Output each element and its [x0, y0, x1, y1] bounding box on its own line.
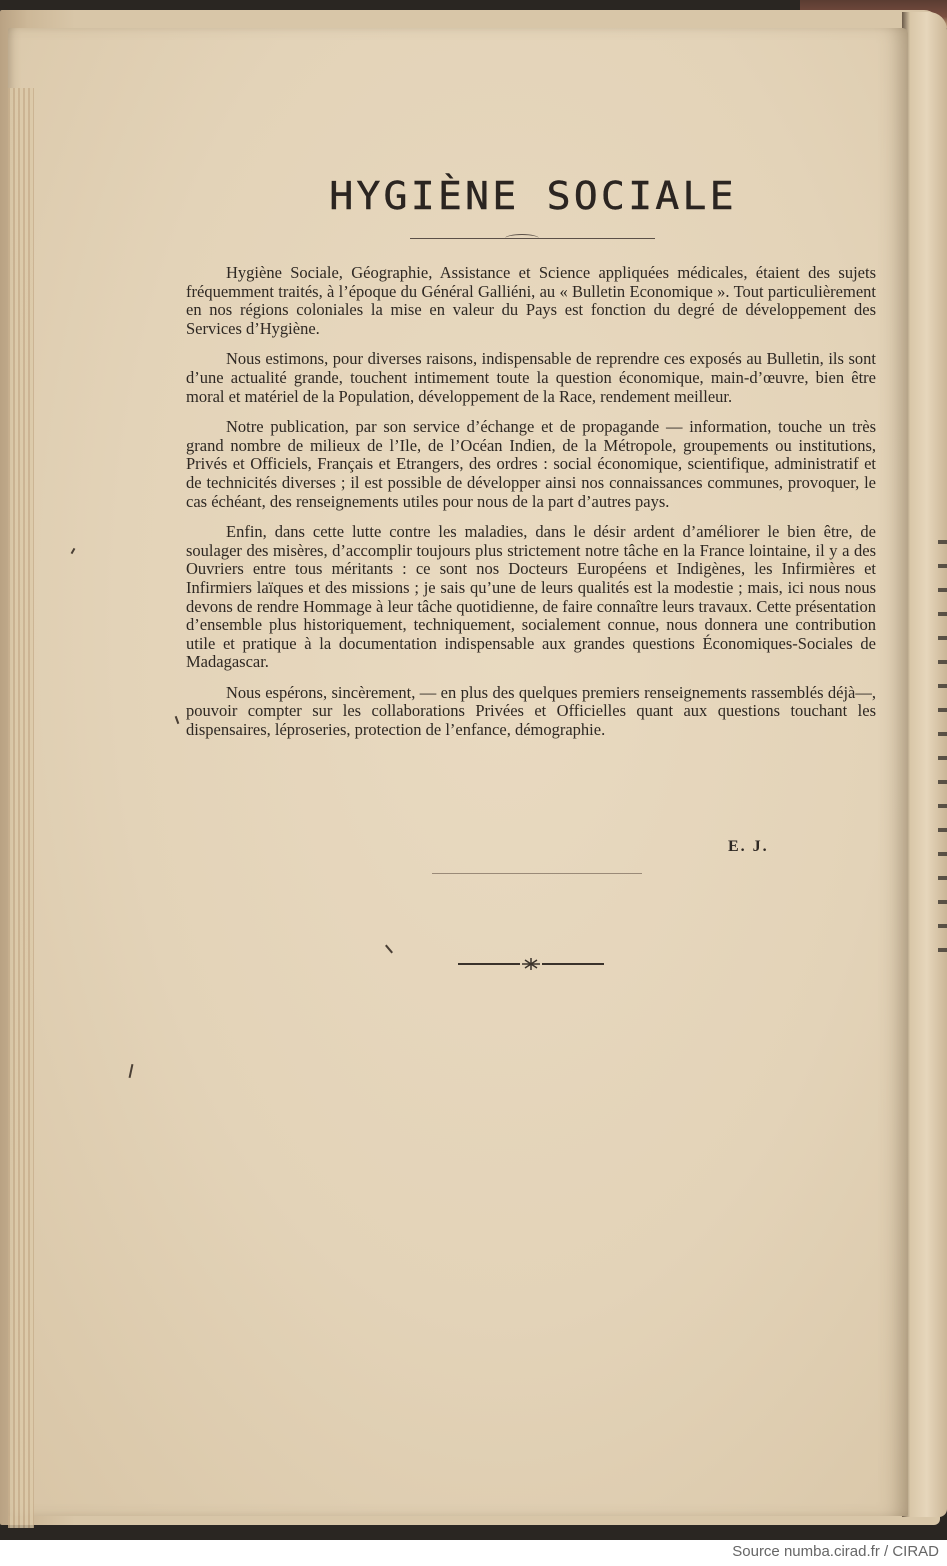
- paragraph-1: Hygiène Sociale, Géographie, Assistance et Science appliquées médicales, étaient des sujets fréquemment traités, à l’époque du Général Galliéni, au « Bulletin Economique ». Tout particulièrement en nos régions coloniales la mise en valeur du Pays est fonction du degré de développement des Services d’Hygiène.: [186, 263, 876, 338]
- author-signature: E. J.: [728, 838, 769, 855]
- paragraph-2: Nous estimons, pour diverses raisons, indispensable de reprendre ces exposés au Bulletin, ils sont d’une actualité grande, touchent intimement toute la question économique, main-d’œuvre, bien être moral et matériel de la Population, développement de la Race, rendement meilleur.: [186, 349, 876, 406]
- book-page: [8, 28, 908, 1516]
- page-title: HYGIÈNE SOCIALE: [329, 174, 737, 218]
- source-credit: Source numba.cirad.fr / CIRAD: [732, 1543, 939, 1560]
- paragraph-3: Notre publication, par son service d’échange et de propagande — information, touche un très grand nombre de milieux de l’Ile, de l’Océan Indien, de la Métropole, groupements ou institutions, Privés et Officiels, Français et Etrangers, des ordres : social économique, scientifique, administratif et de technicités diverses ; il est possible de développer ainsi nos connaissances communes, provoquer, le cas échéant, des renseignements utiles pour nous de la part d’autres pays.: [186, 417, 876, 511]
- paragraph-5: Nous espérons, sincèrement, — en plus des quelques premiers renseignements rassemblés déjà—, pouvoir compter sur les collaborations Privées et Officielles quant aux questions touchant les dispensaires, léproseries, protection de l’enfance, démographie.: [186, 682, 876, 740]
- divider-flourish: [505, 234, 539, 243]
- section-divider: [432, 873, 642, 874]
- end-ornament-icon: [458, 956, 604, 972]
- article-body: [186, 264, 876, 752]
- page-edge-strips: [8, 88, 34, 1528]
- paragraph-4: Enfin, dans cette lutte contre les maladies, dans le désir ardent d’améliorer le bien être, de soulager des misères, d’accomplir toujours plus strictement notre tâche en la France lointaine, il y a des Ouvriers entre tous méritants : ce sont nos Docteurs Européens et Indigènes, les Infirmières et Infirmiers laïques et des missions ; je sais qu’une de leurs qualités est la modestie ; mais, ici nous nous devons de rendre Hommage à leur tâche quotidienne, de faire connaître leurs travaux. Cette présentation d’ensemble plus historiquement, techniquement, socialement connue, nous donnera une contribution utile et pratique à la documentation indispensable aux grandes questions Économiques-Sociales de Madagascar.: [186, 522, 876, 672]
- facing-page-text-fragments: [938, 540, 947, 960]
